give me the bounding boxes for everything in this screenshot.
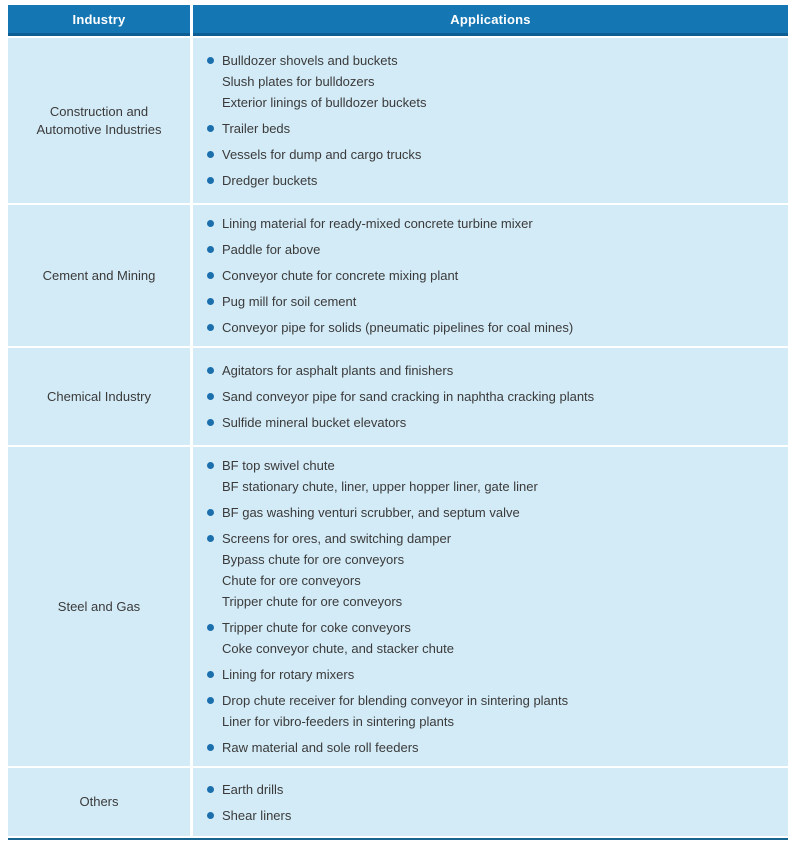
table-row [8, 768, 788, 836]
table-header-row [8, 5, 788, 36]
bullet-icon [207, 786, 214, 793]
application-item [207, 360, 776, 381]
application-group [207, 239, 776, 260]
application-item [207, 291, 776, 312]
application-group [207, 502, 776, 523]
application-text: Liner for vibro-feeders in sintering plants [222, 714, 454, 729]
application-item [207, 213, 776, 234]
application-group [207, 360, 776, 381]
bullet-icon [207, 367, 214, 374]
application-text: BF top swivel chute [222, 458, 335, 473]
application-item [207, 502, 776, 523]
application-item [207, 476, 776, 497]
applications-cell [193, 205, 788, 346]
application-group [207, 690, 776, 732]
application-text: Conveyor chute for concrete mixing plant [222, 268, 459, 283]
application-text: Tripper chute for ore conveyors [222, 594, 403, 609]
application-item [207, 386, 776, 407]
application-text: Tripper chute for coke conveyors [222, 620, 411, 635]
application-group [207, 412, 776, 433]
application-group [207, 144, 776, 165]
application-text: Lining material for ready-mixed concrete turbine mixer [222, 216, 533, 231]
application-item [207, 50, 776, 71]
application-text: Slush plates for bulldozers [222, 74, 375, 89]
bullet-icon [207, 177, 214, 184]
application-text: Shear liners [222, 807, 292, 823]
application-text: Dredger buckets [222, 173, 318, 188]
industry-cell: Others [8, 768, 190, 836]
bullet-icon [207, 744, 214, 751]
application-item [207, 317, 776, 338]
application-group [207, 317, 776, 338]
bullet-icon [207, 246, 214, 253]
table-row [8, 348, 788, 445]
application-item [207, 528, 776, 549]
table-body [8, 38, 788, 836]
application-item [207, 239, 776, 260]
application-text: Agitators for asphalt plants and finishers [222, 363, 454, 378]
bullet-icon [207, 220, 214, 227]
application-item [207, 664, 776, 685]
application-group [207, 455, 776, 497]
application-text: Paddle for above [222, 242, 321, 257]
application-item [207, 617, 776, 638]
bullet-icon [207, 57, 214, 64]
application-item [207, 455, 776, 476]
application-item [207, 549, 776, 570]
application-group [207, 265, 776, 286]
bullet-icon [207, 697, 214, 704]
bullet-icon [207, 393, 214, 400]
application-text: Raw material and sole roll feeders [222, 740, 419, 755]
column-header-applications: Applications [193, 5, 788, 36]
application-text: BF stationary chute, liner, upper hopper liner, gate liner [222, 479, 538, 494]
application-item [207, 71, 776, 92]
industry-cell: Steel and Gas [8, 447, 190, 766]
application-group [207, 291, 776, 312]
bullet-icon [207, 462, 214, 469]
application-text: Lining for rotary mixers [222, 667, 355, 682]
applications-table [8, 5, 788, 840]
application-text: BF gas washing venturi scrubber, and septum valve [222, 505, 520, 520]
application-item [207, 265, 776, 286]
application-group [207, 170, 776, 191]
bullet-icon [207, 298, 214, 305]
applications-cell [193, 38, 788, 203]
bullet-icon [207, 671, 214, 678]
bullet-icon [207, 535, 214, 542]
application-group [207, 118, 776, 139]
application-item [207, 638, 776, 659]
application-item [207, 591, 776, 612]
application-item [207, 805, 776, 826]
bullet-icon [207, 324, 214, 331]
application-group [207, 386, 776, 407]
application-item [207, 737, 776, 758]
industry-cell: Chemical Industry [8, 348, 190, 445]
bullet-icon [207, 419, 214, 426]
column-header-industry: Industry [8, 5, 190, 36]
bullet-icon [207, 125, 214, 132]
application-text: Vessels for dump and cargo trucks [222, 147, 422, 162]
bullet-icon [207, 509, 214, 516]
application-group [207, 213, 776, 234]
application-group [207, 50, 776, 113]
application-item [207, 690, 776, 711]
application-item [207, 570, 776, 591]
application-group [207, 528, 776, 612]
application-text: Trailer beds [222, 121, 291, 136]
applications-cell [193, 348, 788, 445]
industry-cell: Cement and Mining [8, 205, 190, 346]
applications-cell [193, 768, 788, 836]
application-text: Bypass chute for ore conveyors [222, 552, 405, 567]
application-text: Screens for ores, and switching damper [222, 531, 452, 546]
bullet-icon [207, 812, 214, 819]
table-row [8, 38, 788, 203]
application-text: Sand conveyor pipe for sand cracking in naphtha cracking plants [222, 389, 595, 404]
application-text: Bulldozer shovels and buckets [222, 53, 398, 68]
application-group [207, 805, 776, 826]
application-item [207, 144, 776, 165]
application-item [207, 92, 776, 113]
application-item [207, 412, 776, 433]
application-item [207, 711, 776, 732]
application-group [207, 779, 776, 800]
applications-cell [193, 447, 788, 766]
application-text: Earth drills [222, 781, 284, 797]
application-text: Drop chute receiver for blending conveyor in sintering plants [222, 693, 569, 708]
application-group [207, 737, 776, 758]
application-item [207, 170, 776, 191]
bullet-icon [207, 151, 214, 158]
application-text: Conveyor pipe for solids (pneumatic pipelines for coal mines) [222, 320, 574, 335]
application-text: Sulfide mineral bucket elevators [222, 415, 407, 430]
application-text: Chute for ore conveyors [222, 573, 361, 588]
bullet-icon [207, 272, 214, 279]
table-row [8, 205, 788, 346]
application-item [207, 779, 776, 800]
application-text: Exterior linings of bulldozer buckets [222, 95, 427, 110]
application-text: Pug mill for soil cement [222, 294, 357, 309]
bullet-icon [207, 624, 214, 631]
table-row [8, 447, 788, 766]
industry-cell: Construction and Automotive Industries [8, 38, 190, 203]
application-item [207, 118, 776, 139]
application-text: Coke conveyor chute, and stacker chute [222, 641, 454, 656]
application-group [207, 617, 776, 659]
table-bottom-border [8, 838, 788, 840]
application-group [207, 664, 776, 685]
